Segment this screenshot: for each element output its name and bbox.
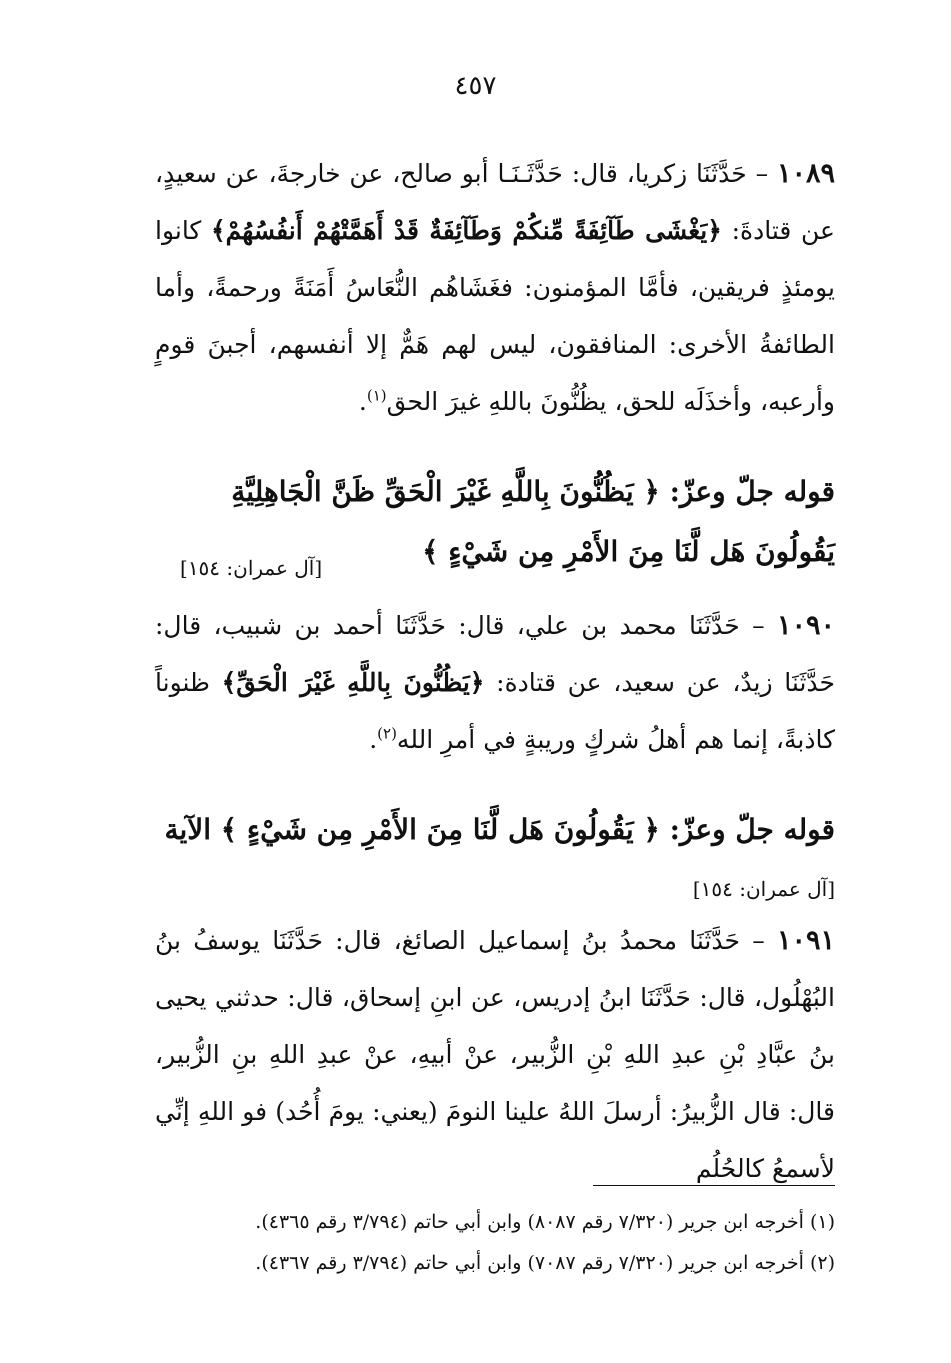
entry-text: حَدَّثَنَا محمد بن علي، قال: حَدَّثَنَا أحمد بن شبيب، قال: حَدَّثَنَا زيدٌ، عن سعيد، عن قتادة:	[155, 611, 835, 697]
footnote-2: (٢) أخرجه ابن جرير (٧/٣٢٠ رقم ٧٠٨٧) وابن أبي حاتم (٣/٧٩٤ رقم ٤٣٦٧).	[255, 1252, 835, 1274]
entry-end: .	[369, 725, 378, 754]
entry-number: ١٠٩٠	[776, 610, 835, 641]
quran-quote: ﴿يَظُنُّونَ بِاللَّهِ غَيْرَ الْحَقِّ﴾	[221, 668, 485, 697]
entry-dash: –	[752, 611, 765, 640]
entry-number: ١٠٩١	[776, 925, 835, 956]
surah-reference: [آل عمران: ١٥٤]	[180, 556, 323, 580]
entry-text: حَدَّثَنَا زكريا، قال: حَدَّثَـنَـا أبو صالح، عن خارجةَ، عن سعيدٍ، عن قتادةَ:	[155, 159, 835, 245]
entry-number: ١٠٨٩	[777, 158, 836, 189]
footnote-separator	[593, 1185, 835, 1186]
entry-text: كانوا يومئذٍ فريقين، فأمَّا المؤمنون: فغَشَاهُم النُّعَاسُ أَمَنَةً ورحمةً، وأما الطائفةُ الأخرى: المنافقون، ليس لهم هَمٌّ إلا أنفسهم، أجبنَ قومٍ وأرعبه، وأخذَلَه للحق، يظُنُّونَ باللهِ غيرَ الحق	[155, 216, 835, 416]
page-number: ٤٥٧	[454, 71, 497, 101]
surah-reference: [آل عمران: ١٥٤]	[692, 877, 835, 901]
heading-quote: ﴿ يَقُولُونَ هَل لَّنَا مِنَ الأَمْرِ مِن شَيْءٍ ﴾	[220, 813, 660, 846]
entry-text: حَدَّثَنَا محمدُ بنُ إسماعيل الصائغ، قال: حَدَّثَنَا يوسفُ بنُ البُهْلُول، قال: حَدَّثَنَا ابنُ إدريس، عن ابنِ إسحاق، قال: حدثني يحيى بنُ عبَّادِ بْنِ عبدِ اللهِ بْنِ الزُّبير، عنْ أبيهِ، عنْ عبدِ اللهِ بنِ الزُّبير، قال: قال الزُّبيرُ: أرسلَ اللهُ علينا النومَ (يعني: يومَ أُحُد) فو اللهِ إنِّي لأسمعُ كالحُلُم	[155, 926, 835, 1183]
heading-quote: ﴿ يَظُنُّونَ بِاللَّهِ غَيْرَ الْحَقِّ ظَنَّ الْجَاهِلِيَّةِ يَقُولُونَ هَل لَّنَا مِنَ الأَمْرِ مِن شَيْءٍ ﴾	[231, 475, 835, 568]
footnote-marker: (١)	[366, 386, 387, 405]
footnote-marker: (٢)	[377, 724, 397, 743]
entry-end: .	[358, 387, 367, 416]
hadith-entry-1090	[155, 597, 835, 768]
hadith-entry-1091	[155, 912, 835, 1197]
heading-prefix: قوله جلّ وعزّ:	[669, 813, 835, 846]
heading-suffix: الآية	[164, 813, 212, 846]
verse-heading-2	[155, 800, 835, 860]
entry-text: ظنوناً كاذبةً، إنما هم أهلُ شركٍ وريبةٍ في أمرِ الله	[155, 668, 835, 754]
heading-prefix: قوله جلّ وعزّ:	[669, 475, 835, 508]
hadith-entry-1089	[155, 145, 835, 430]
entry-dash: –	[752, 926, 765, 955]
quran-quote: ﴿يَغْشَى طَآئِفَةً مِّنكُمْ وَطَآئِفَةٌ قَدْ أَهَمَّتْهُمْ أَنفُسُهُمْ﴾	[211, 216, 722, 245]
entry-dash: –	[755, 159, 769, 188]
footnote-1: (١) أخرجه ابن جرير (٧/٣٢٠ رقم ٨٠٨٧) وابن أبي حاتم (٣/٧٩٤ رقم ٤٣٦٥).	[255, 1211, 835, 1233]
